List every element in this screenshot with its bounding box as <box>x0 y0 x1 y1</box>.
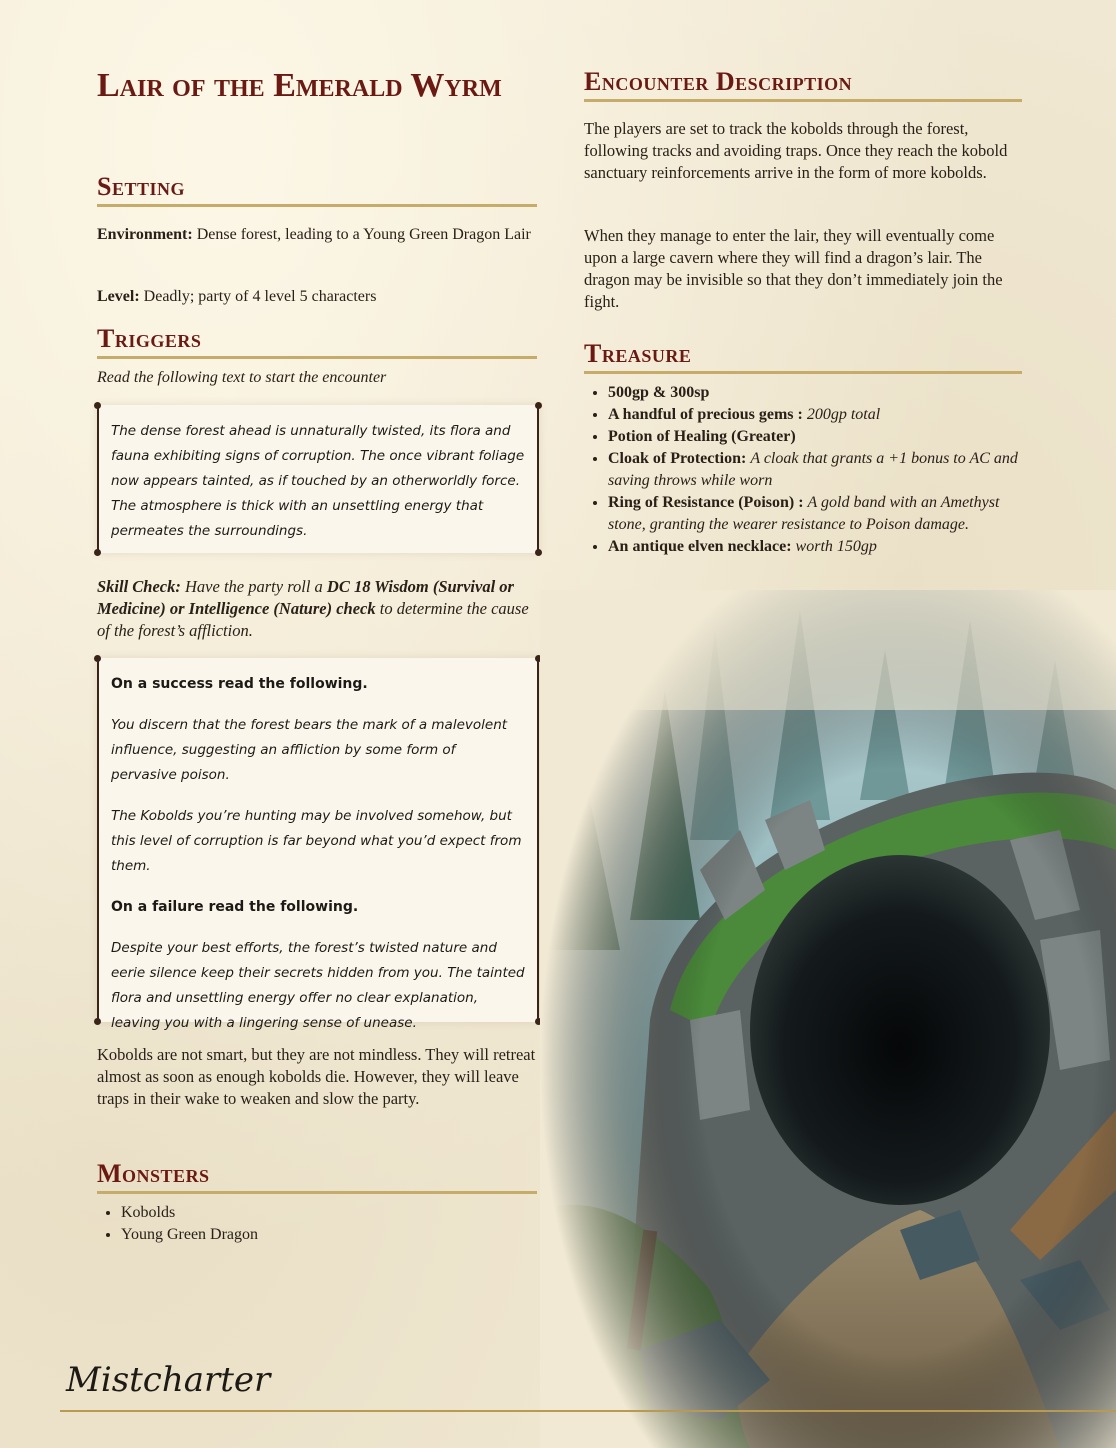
skill-check-dc: DC 18 Wisdom (Survival or Medicine) or Intelligence (Nature) check <box>97 577 514 618</box>
list-item <box>608 426 1022 448</box>
treasure-name: A handful of precious gems : <box>608 406 803 423</box>
treasure-desc: A gold band with an Amethyst stone, granting the wearer resistance to Poison damage. <box>608 494 1000 533</box>
author-signature: Mistcharter <box>66 1360 271 1400</box>
box-corner-dot <box>94 549 101 556</box>
treasure-list <box>584 382 1022 558</box>
monsters-heading: Monsters <box>97 1159 537 1194</box>
treasure-name: Cloak of Protection: <box>608 450 747 467</box>
treasure-desc: 200gp total <box>806 406 881 423</box>
treasure-desc: A cloak that grants a +1 bonus to AC and saving throws while worn <box>608 450 1018 489</box>
failure-heading: On a failure read the following. <box>111 899 359 915</box>
skill-check-post: to determine the cause of the forest’s affliction. <box>97 599 529 640</box>
environment-line <box>97 224 537 246</box>
read-aloud-box-outcomes <box>97 658 539 1031</box>
box-corner-dot <box>535 549 542 556</box>
read-aloud-text: The dense forest ahead is unnaturally twisted, its flora and fauna exhibiting signs of corruption. The once vibrant foliage now appears tainted, as if touched by an otherworldly force. The atmosphere is thick with an unsettling energy that permeates the surroundings. <box>111 423 525 539</box>
treasure-name: An antique elven necklace: <box>608 538 792 555</box>
kobolds-paragraph: Kobolds are not smart, but they are not mindless. They will retreat almost as soon as enough kobolds die. However, they will leave traps in their wake to weaken and slow the party. <box>97 1045 536 1108</box>
list-item: • Young Green Dragon <box>121 1224 561 1246</box>
treasure-name: Ring of Resistance (Poison) : <box>608 494 804 511</box>
footer-divider <box>60 1410 1116 1412</box>
box-corner-dot <box>94 655 101 662</box>
list-item <box>608 448 1022 492</box>
list-item: • Kobolds <box>121 1202 561 1224</box>
failure-text: Despite your best efforts, the forest’s twisted nature and eerie silence keep their secrets hidden from you. The tainted flora and unsettling energy offer no clear explanation, leaving you with a lingering sense of unease. <box>111 940 525 1031</box>
cave-illustration <box>540 590 1116 1448</box>
success-text-1: You discern that the forest bears the mark of a malevolent influence, suggesting an affliction by some form of pervasive poison. <box>111 717 508 783</box>
setting-heading: Setting <box>97 172 537 207</box>
skill-check-pre: Have the party roll a <box>185 577 323 596</box>
treasure-name: 500gp & 300sp <box>608 384 710 401</box>
box-corner-dot <box>94 1018 101 1025</box>
list-item <box>608 382 1022 404</box>
level-line <box>97 286 537 308</box>
skill-check-label: Skill Check: <box>97 577 181 596</box>
environment-label: Environment: <box>97 226 193 243</box>
treasure-name: Potion of Healing (Greater) <box>608 428 796 445</box>
skill-check-paragraph <box>97 576 537 642</box>
encounter-paragraph-1: The players are set to track the kobolds through the forest, following tracks and avoiding traps. Once they reach the kobold sanctuary reinforcements arrive in the form of more kobolds. <box>584 119 1008 182</box>
treasure-heading: Treasure <box>584 339 1022 374</box>
page-title: Lair of the Emerald Wyrm <box>97 67 502 104</box>
read-aloud-box-intro <box>97 405 539 553</box>
environment-text: Dense forest, leading to a Young Green Dragon Lair <box>196 226 531 243</box>
triggers-heading: Triggers <box>97 324 537 359</box>
triggers-intro: Read the following text to start the encounter <box>97 369 387 386</box>
success-text-2: The Kobolds you’re hunting may be involved somehow, but this level of corruption is far beyond what you’d expect from them. <box>111 808 522 874</box>
cave-illustration-svg <box>540 590 1116 1448</box>
monsters-list <box>97 1202 561 1246</box>
treasure-desc: worth 150gp <box>795 538 877 555</box>
encounter-heading: Encounter Description <box>584 67 1022 102</box>
box-corner-dot <box>94 402 101 409</box>
list-item <box>608 536 1022 558</box>
level-text: Deadly; party of 4 level 5 characters <box>143 288 377 305</box>
success-heading: On a success read the following. <box>111 676 368 692</box>
list-item <box>608 492 1022 536</box>
encounter-paragraph-2: When they manage to enter the lair, they will eventually come upon a large cavern where they will find a dragon’s lair. The dragon may be invisible so that they don’t immediately join the fight. <box>584 226 1003 311</box>
level-label: Level: <box>97 288 140 305</box>
list-item <box>608 404 1022 426</box>
box-corner-dot <box>535 402 542 409</box>
